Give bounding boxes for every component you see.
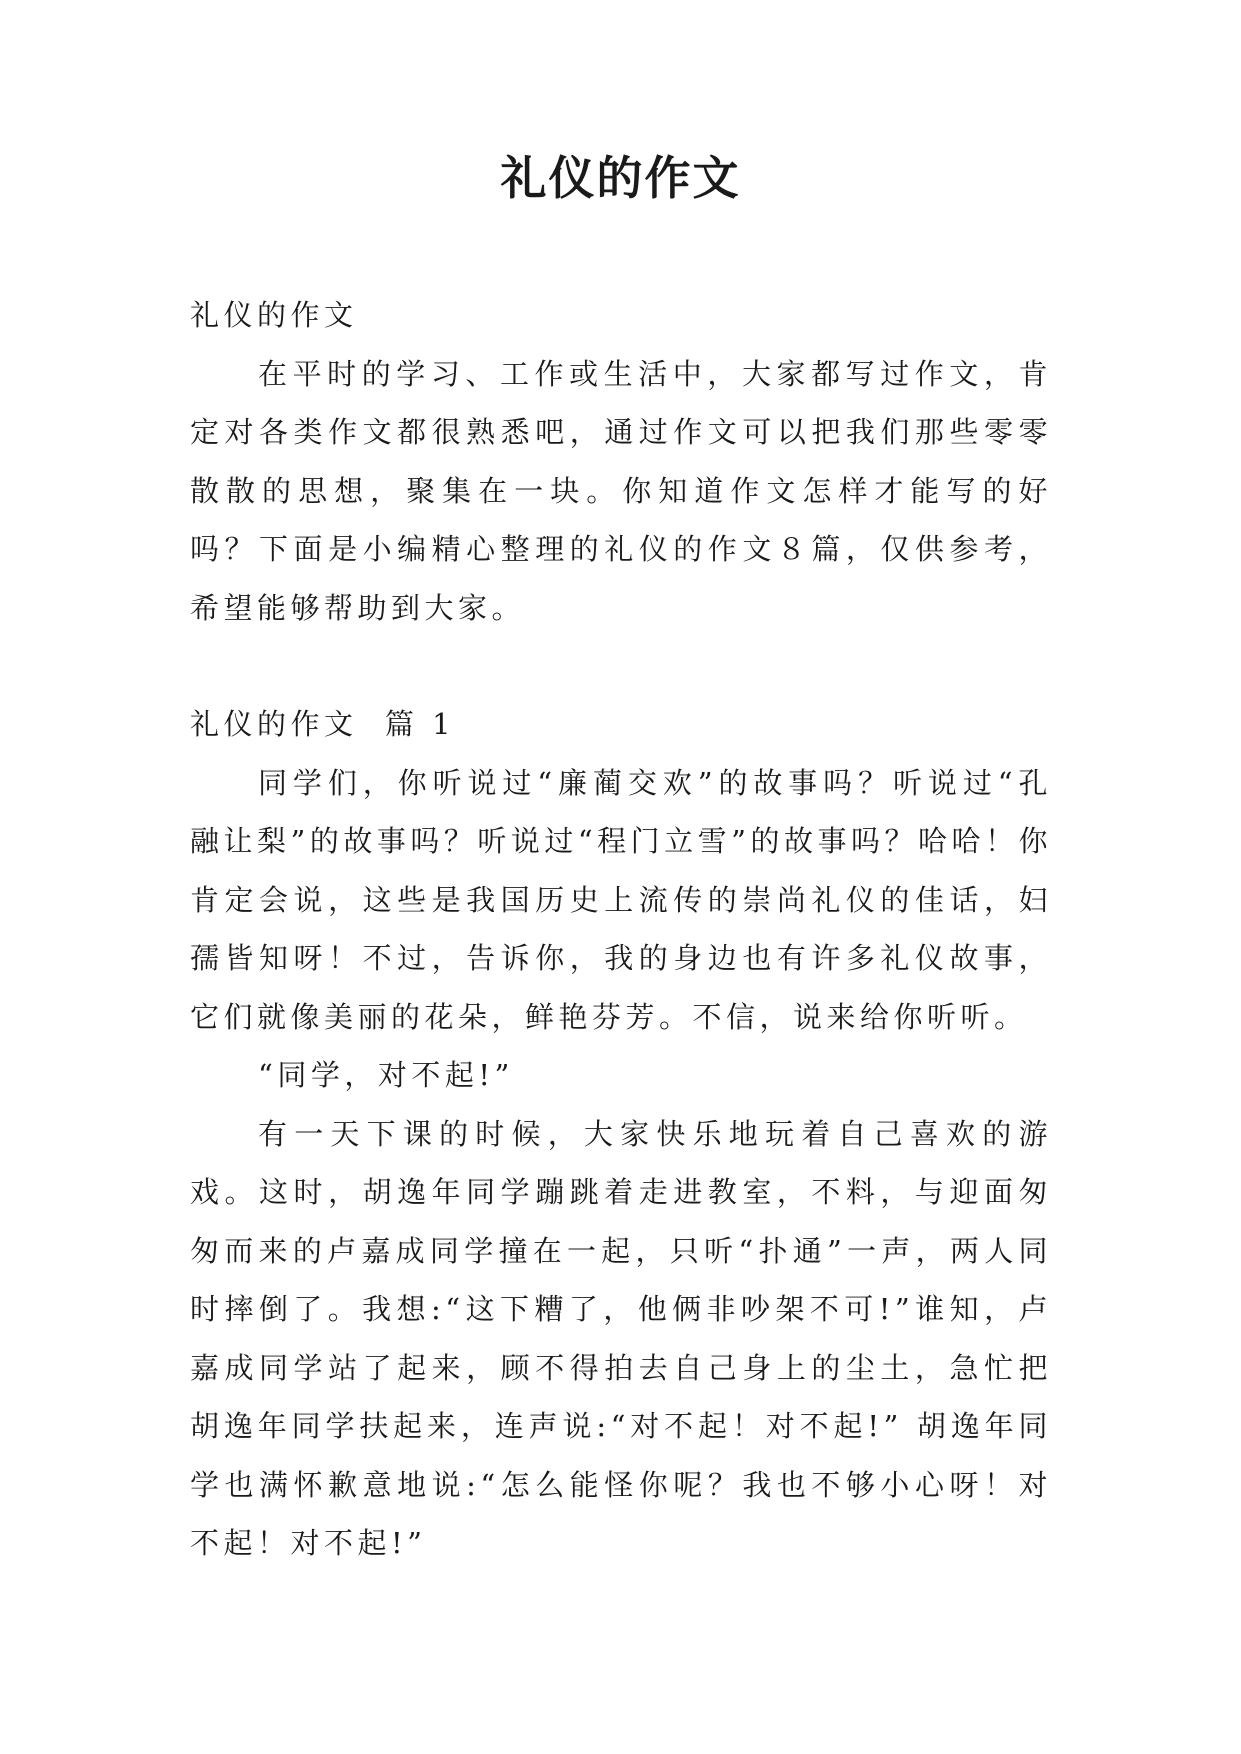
body-paragraph: 同学们，你听说过“廉蔺交欢”的故事吗？听说过“孔融让梨”的故事吗？听说过“程门立雪”的故事吗？哈哈！你肯定会说，这些是我国历史上流传的崇尚礼仪的佳话，妇孺皆知呀！不过，告诉你，我的身边也有许多礼仪故事，它们就像美丽的花朵，鲜艳芬芳。不信，说来给你听听。 xyxy=(190,765,1052,1034)
section-heading: 礼仪的作文 篇 1 xyxy=(190,707,456,741)
document-subtitle: 礼仪的作文 xyxy=(190,298,358,332)
document-title: 礼仪的作文 xyxy=(500,151,741,205)
body-paragraph: “同学，对不起!” xyxy=(258,1058,514,1092)
paragraph-gap xyxy=(190,637,1052,695)
intro-paragraph: 在平时的学习、工作或生活中，大家都写过作文，肯定对各类作文都很熟悉吧，通过作文可以把我们那些零零散散的思想，聚集在一块。你知道作文怎样才能写的好吗？下面是小编精心整理的礼仪的作文８篇，仅供参考，希望能够帮助到大家。 xyxy=(190,356,1052,625)
document-body xyxy=(190,286,1052,1573)
body-paragraph: 有一天下课的时候，大家快乐地玩着自己喜欢的游戏。这时，胡逸年同学蹦跳着走进教室，不料，与迎面匆匆而来的卢嘉成同学撞在一起，只听“扑通”一声，两人同时摔倒了。我想:“这下糟了，他俩非吵架不可!”谁知，卢嘉成同学站了起来，顾不得拍去自己身上的尘土，急忙把胡逸年同学扶起来，连声说:“对不起！对不起!” 胡逸年同学也满怀歉意地说:“怎么能怪你呢？我也不够小心呀！对不起！对不起!” xyxy=(190,1116,1052,1560)
